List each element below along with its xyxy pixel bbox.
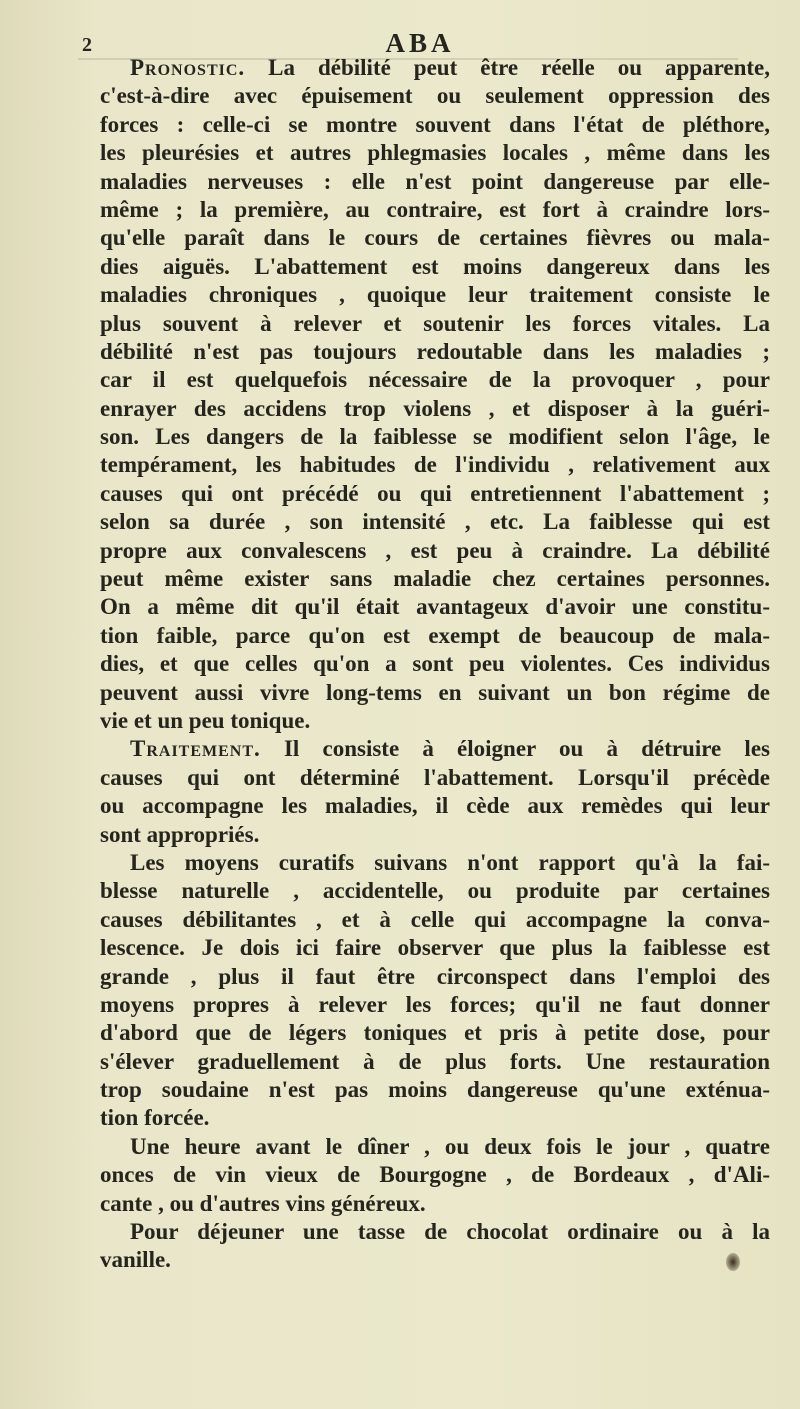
text-line: [100, 821, 770, 849]
text-line: [100, 707, 770, 735]
line-text: vanille.: [100, 1247, 171, 1273]
text-line: [100, 508, 770, 536]
line-text: causes qui ont précédé ou qui entretiennent l'abattement ;: [100, 480, 770, 506]
line-text: les pleurésies et autres phlegmasies locales , même dans les: [100, 140, 770, 166]
line-text: tion faible, parce qu'on est exempt de beaucoup de mala-: [100, 622, 770, 648]
text-line: [100, 593, 770, 621]
line-text: son. Les dangers de la faiblesse se modifient selon l'âge, le: [100, 424, 770, 450]
line-text: selon sa durée , son intensité , etc. La faiblesse qui est: [100, 509, 770, 535]
text-line: [100, 1104, 770, 1132]
line-text: enrayer des accidens trop violens , et disposer à la guéri-: [100, 395, 770, 421]
text-line: [100, 1190, 770, 1218]
line-text: causes débilitantes , et à celle qui accompagne la conva-: [100, 906, 770, 932]
text-line: [100, 963, 770, 991]
line-text: cante , ou d'autres vins généreux.: [100, 1190, 426, 1216]
text-line: [100, 82, 770, 110]
page-number: 2: [82, 34, 92, 56]
text-line: [100, 224, 770, 252]
line-text: maladies nerveuses : elle n'est point dangereuse par elle-: [100, 168, 770, 194]
text-line: [100, 366, 770, 394]
text-line: [100, 934, 770, 962]
text-line: [100, 1161, 770, 1189]
text-line: [100, 338, 770, 366]
line-text: même ; la première, au contraire, est fort à craindre lors-: [100, 196, 770, 222]
text-line: [100, 1133, 770, 1161]
text-line: [100, 650, 770, 678]
section-heading: Pronostic.: [130, 55, 246, 80]
text-line: [100, 253, 770, 281]
line-text: maladies chroniques , quoique leur traitement consiste le: [100, 282, 770, 308]
line-text: lescence. Je dois ici faire observer que plus la faiblesse est: [100, 935, 770, 961]
text-line: [100, 54, 770, 82]
text-line: [100, 423, 770, 451]
line-text: Pour déjeuner une tasse de chocolat ordinaire ou à la: [130, 1219, 770, 1245]
text-line: [100, 1218, 770, 1246]
text-line: [100, 451, 770, 479]
line-text: qu'elle paraît dans le cours de certaines fièvres ou mala-: [100, 225, 770, 251]
line-text: dies, et que celles qu'on a sont peu violentes. Ces individus: [100, 651, 770, 677]
line-text: Une heure avant le dîner , ou deux fois le jour , quatre: [130, 1133, 770, 1159]
text-line: [100, 168, 770, 196]
text-line: [100, 196, 770, 224]
text-line: [100, 537, 770, 565]
line-text: s'élever graduellement à de plus forts. Une restauration: [100, 1048, 770, 1074]
line-text: tempérament, les habitudes de l'individu , relativement aux: [100, 452, 770, 478]
running-title: ABA: [385, 28, 455, 58]
section-heading: Traitement.: [130, 736, 261, 762]
text-line: [100, 395, 770, 423]
line-text: La débilité peut être réelle ou apparente,: [245, 55, 770, 80]
text-line: [100, 111, 770, 139]
article-body: [100, 54, 770, 1275]
line-text: forces : celle-ci se montre souvent dans l'état de pléthore,: [100, 111, 770, 137]
line-text: sont appropriés.: [100, 821, 260, 847]
text-line: [100, 310, 770, 338]
line-text: plus souvent à relever et soutenir les forces vitales. La: [100, 310, 770, 336]
line-text: Il consiste à éloigner ou à détruire les: [260, 736, 770, 762]
text-line: [100, 565, 770, 593]
text-line: [100, 1048, 770, 1076]
text-line: [100, 679, 770, 707]
line-text: trop soudaine n'est pas moins dangereuse qu'une exténua-: [100, 1077, 770, 1103]
line-text: ou accompagne les maladies, il cède aux remèdes qui leur: [100, 793, 770, 819]
text-line: [100, 1246, 770, 1274]
line-text: On a même dit qu'il était avantageux d'avoir une constitu-: [100, 594, 770, 620]
line-text: d'abord que de légers toniques et pris à petite dose, pour: [100, 1020, 770, 1046]
line-text: causes qui ont déterminé l'abattement. Lorsqu'il précède: [100, 764, 770, 790]
line-text: peut même exister sans maladie chez certaines personnes.: [100, 566, 770, 592]
line-text: Les moyens curatifs suivans n'ont rapport qu'à la fai-: [130, 849, 770, 875]
line-text: blesse naturelle , accidentelle, ou produite par certaines: [100, 878, 770, 904]
text-line: [100, 1076, 770, 1104]
line-text: car il est quelquefois nécessaire de la provoquer , pour: [100, 367, 770, 393]
text-line: [100, 764, 770, 792]
text-line: [100, 849, 770, 877]
text-line: [100, 281, 770, 309]
line-text: vie et un peu tonique.: [100, 707, 311, 733]
line-text: tion forcée.: [100, 1105, 210, 1131]
text-line: [100, 480, 770, 508]
line-text: grande , plus il faut être circonspect dans l'emploi des: [100, 963, 770, 989]
line-text: peuvent aussi vivre long-tems en suivant un bon régime de: [100, 679, 770, 705]
line-text: onces de vin vieux de Bourgogne , de Bordeaux , d'Ali-: [100, 1162, 770, 1188]
text-line: [100, 139, 770, 167]
line-text: débilité n'est pas toujours redoutable dans les maladies ;: [100, 338, 770, 364]
line-text: moyens propres à relever les forces; qu'il ne faut donner: [100, 991, 770, 1017]
text-line: [100, 735, 770, 763]
ink-stain: [726, 1253, 740, 1271]
line-text: propre aux convalescens , est peu à craindre. La débilité: [100, 537, 770, 563]
text-line: [100, 877, 770, 905]
text-line: [100, 622, 770, 650]
text-line: [100, 906, 770, 934]
line-text: c'est-à-dire avec épuisement ou seulement oppression des: [100, 83, 770, 109]
text-line: [100, 792, 770, 820]
line-text: dies aiguës. L'abattement est moins dangereux dans les: [100, 253, 770, 279]
text-line: [100, 991, 770, 1019]
text-line: [100, 1019, 770, 1047]
